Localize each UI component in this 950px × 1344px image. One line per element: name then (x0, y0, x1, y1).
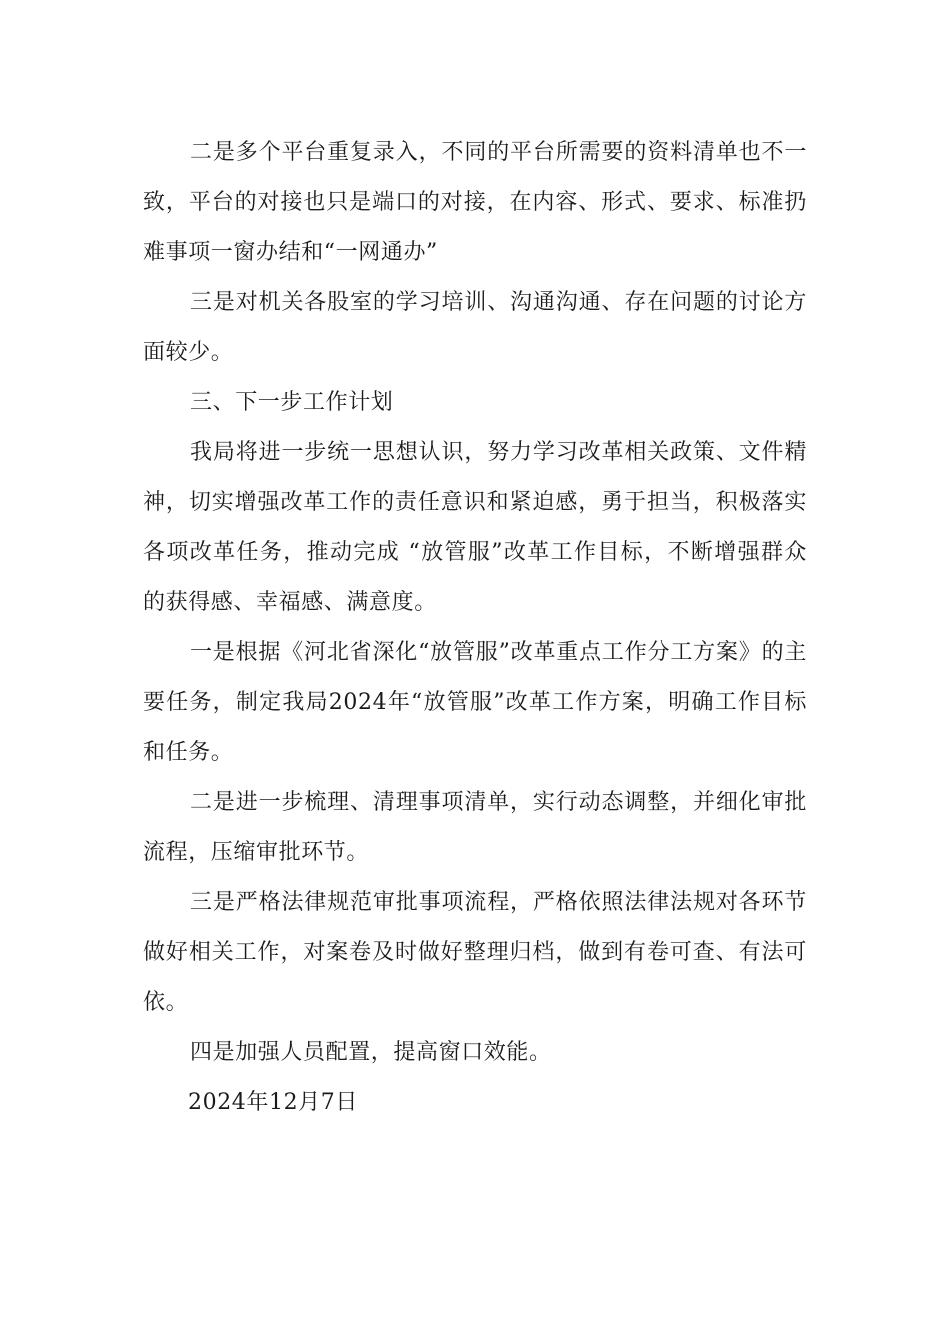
document-date: 2024年12月7日 (188, 1090, 358, 1115)
document-body (143, 128, 807, 1128)
paragraph-plan-intro: 我局将进一步统一思想认识，努力学习改革相关政策、文件精神，切实增强改革工作的责任意识和紧迫感，勇于担当，积极落实各项改革任务，推动完成 “放管服”改革工作目标，不断增强群众的获得感、幸福感、满意度。 (143, 440, 807, 615)
paragraph-training-issue: 三是对机关各股室的学习培训、沟通沟通、存在问题的讨论方面较少。 (143, 290, 807, 365)
paragraph-plan-item-1: 一是根据《河北省深化“放管服”改革重点工作分工方案》的主要任务，制定我局2024年“放管服”改革工作方案，明确工作目标和任务。 (143, 640, 807, 765)
paragraph-plan-item-4: 四是加强人员配置，提高窗口效能。 (190, 1040, 552, 1065)
paragraph-plan-item-3: 三是严格法律规范审批事项流程，严格依照法律法规对各环节做好相关工作，对案卷及时做好整理归档，做到有卷可查、有法可依。 (143, 890, 807, 1015)
section-heading-next-plan: 三、下一步工作计划 (190, 390, 394, 415)
paragraph-platform-issue: 二是多个平台重复录入，不同的平台所需要的资料清单也不一致，平台的对接也只是端口的对接，在内容、形式、要求、标准扔难事项一窗办结和“一网通办” (143, 140, 807, 265)
paragraph-plan-item-2: 二是进一步梳理、清理事项清单，实行动态调整，并细化审批流程，压缩审批环节。 (143, 790, 807, 865)
